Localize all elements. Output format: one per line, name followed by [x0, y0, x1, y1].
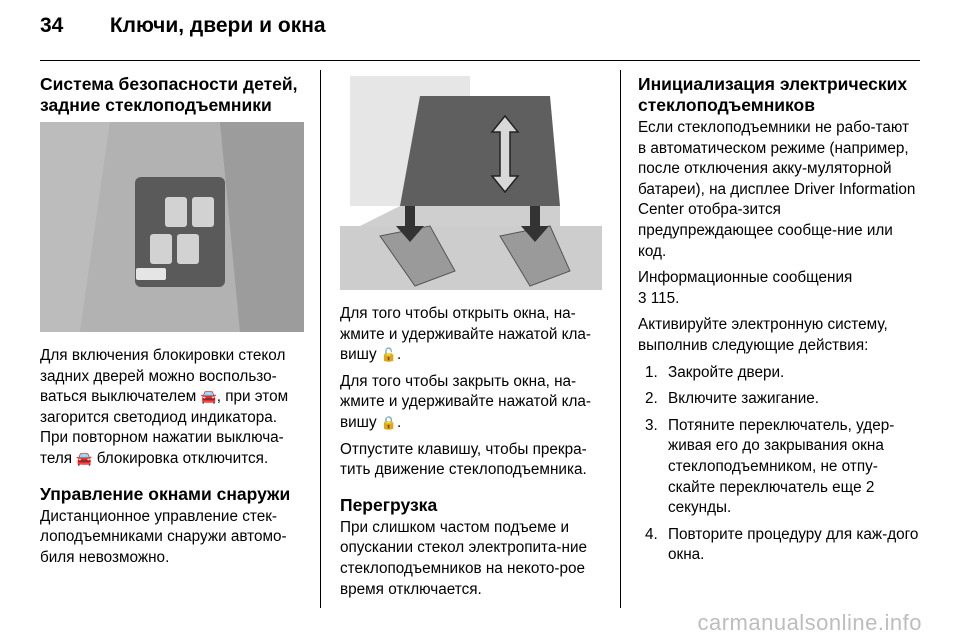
- page-number: 34: [40, 14, 64, 37]
- release-key-paragraph: Отпустите клавишу, чтобы прекра-тить движение стеклоподъемника.: [340, 440, 587, 479]
- initialization-paragraph: Если стеклоподъемники не рабо-тают в автоматическом режиме (например, после отключения акку-муляторной батареи), на дисплее Driver Information Center отобра-зится предупреждающее сообще-ние или код.: [638, 119, 916, 260]
- lock-icon: 🔒: [380, 414, 398, 430]
- step-item: 3. Потяните переключатель, удер-живая его до закрывания окна стеклоподъемником, не отпу-скайте переключатель еще 2 секунды.: [662, 416, 920, 519]
- page-reference-link[interactable]: 3 115.: [638, 289, 680, 307]
- step-item: 4. Повторите процедуру для каж-дого окна.: [662, 525, 920, 566]
- open-windows-paragraph: Для того чтобы открыть окна, на-жмите и удерживайте нажатой кла-вишу 🔓.: [340, 305, 592, 364]
- window-switch-panel-figure: [40, 122, 304, 332]
- column-2: [340, 74, 602, 606]
- remote-key-figure: [340, 76, 602, 290]
- column-divider-2: [620, 70, 621, 608]
- watermark: carmanualsonline.info: [697, 610, 922, 635]
- overload-paragraph: При слишком частом подъеме и опускании стекол электропита-ние стеклоподъемников на некото-рое время отключается.: [340, 518, 587, 598]
- section-heading-initialization: Инициализация электрических стеклоподъемников: [638, 74, 908, 115]
- column-divider-1: [320, 70, 321, 608]
- rear-window-lock-icon: 🚘: [76, 450, 93, 466]
- section-heading-child-lock: Система безопасности детей, задние стеклоподъемники: [40, 74, 298, 115]
- step-item: 1. Закройте двери.: [662, 363, 920, 384]
- steps-list: [638, 363, 920, 566]
- close-windows-paragraph: Для того чтобы закрыть окна, на-жмите и удерживайте нажатой кла-вишу 🔒.: [340, 372, 592, 431]
- step-item: 2. Включите зажигание.: [662, 389, 920, 410]
- column-3: [638, 74, 920, 572]
- outside-control-paragraph: Дистанционное управление стек-лоподъемниками снаружи автомо-биля невозможно.: [40, 507, 287, 566]
- rear-window-lock-icon: 🚘: [200, 389, 217, 405]
- column-1: [40, 74, 304, 574]
- child-lock-paragraph: Для включения блокировки стекол задних дверей можно воспользо-ваться выключателем 🚘, при этом загорится светодиод индикатора. При повторном нажатии выключа-теля 🚘 блокировка отключится.: [40, 347, 289, 467]
- unlock-icon: 🔓: [380, 347, 398, 363]
- section-heading-outside: Управление окнами снаружи: [40, 483, 291, 504]
- activate-paragraph: Активируйте электронную систему, выполнив следующие действия:: [638, 316, 888, 354]
- page-title: Ключи, двери и окна: [109, 14, 326, 37]
- info-messages-reference: Информационные сообщения 3 115.: [638, 269, 853, 307]
- header-rule: [40, 60, 920, 61]
- page-header: [40, 14, 326, 38]
- section-heading-overload: Перегрузка: [340, 494, 438, 515]
